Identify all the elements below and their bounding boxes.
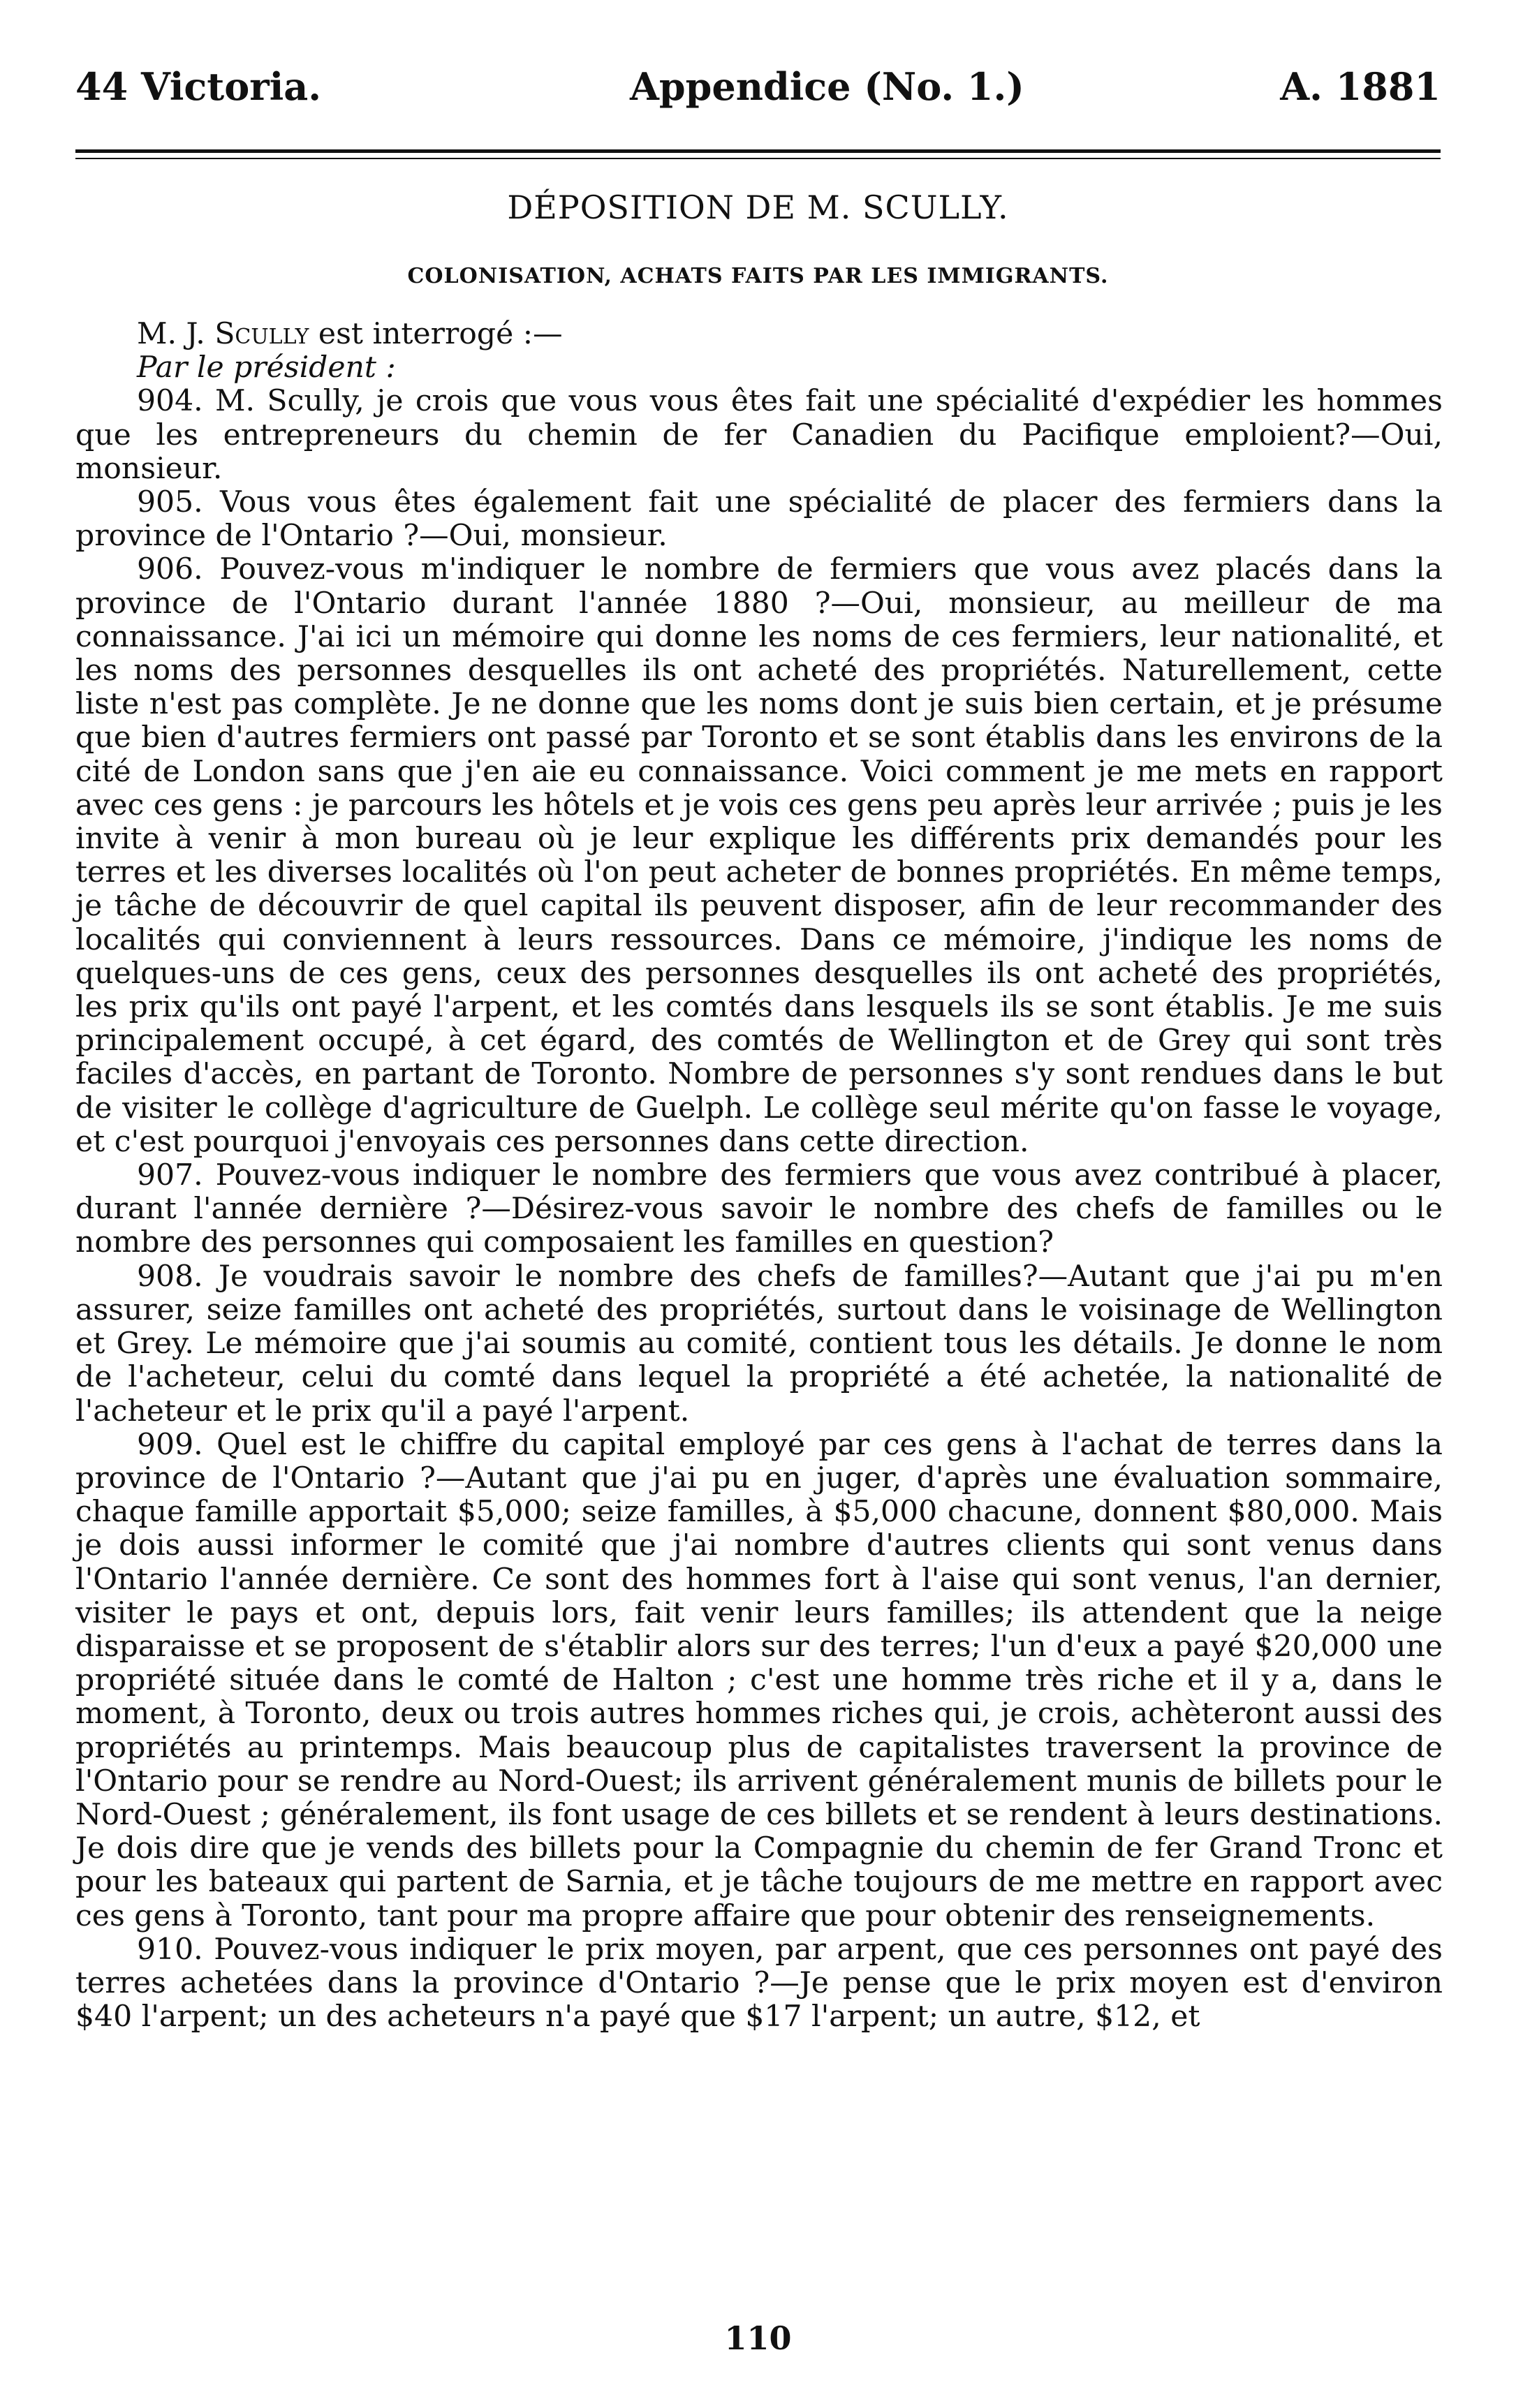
question-907: 907. Pouvez-vous indiquer le nombre des fermiers que vous avez contribué à placer, durant l'année dernière ?—Désirez-vous savoir le nombre des chefs de familles ou le nombre des personnes qui composaient les familles en question? — [75, 1158, 1443, 1260]
witness-prefix: M. J. — [137, 317, 205, 351]
body-text — [75, 318, 1443, 2034]
header-rule — [75, 149, 1441, 159]
question-910: 910. Pouvez-vous indiquer le prix moyen, par arpent, que ces personnes ont payé des terres achetées dans la province d'Ontario ?—Je pense que le prix moyen est d'environ $40 l'arpent; un des acheteurs n'a payé que $17 l'arpent; un autre, $12, et — [75, 1932, 1443, 2034]
page-title: DÉPOSITION DE M. SCULLY. — [507, 189, 1009, 226]
witness-name: Scully — [214, 317, 309, 351]
witness-suffix: est interrogé :— — [318, 317, 563, 351]
question-904: 904. M. Scully, je crois que vous vous êtes fait une spécialité d'expédier les hommes que les entrepreneurs du chemin de fer Canadien du Pacifique emploient?—Oui, monsieur. — [75, 384, 1443, 486]
question-909: 909. Quel est le chiffre du capital employé par ces gens à l'achat de terres dans la province de l'Ontario ?—Autant que j'ai pu en juger, d'après une évaluation sommaire, chaque famille apportait $5,000; seize familles, à $5,000 chacune, donnent $80,000. Mais je dois aussi informer le comité que j'ai nombre d'autres clients qui sont venus dans l'Ontario l'année dernière. Ce sont des hommes fort à l'aise qui sont venus, l'an dernier, visiter le pays et ont, depuis lors, fait venir leurs familles; ils attendent que la neige disparaisse et se proposent de s'établir alors sur des terres; l'un d'eux a payé $20,000 une propriété située dans le comté de Halton ; c'est une homme très riche et il y a, dans le moment, à Toronto, deux ou trois autres hommes riches qui, je crois, achèteront aussi des propriétés au printemps. Mais beaucoup plus de capitalistes traversent la province de l'Ontario pour se rendre au Nord-Ouest; ils arrivent généralement munis de billets pour le Nord-Ouest ; généralement, ils font usage de ces billets et se rendent à leurs destinations. Je dois dire que je vends des billets pour la Compagnie du chemin de fer Grand Tronc et pour les bateaux qui partent de Sarnia, et je tâche toujours de me mettre en rapport avec ces gens à Toronto, tant pour ma propre affaire que pour obtenir des renseignements. — [75, 1427, 1443, 1933]
page-subtitle: COLONISATION, ACHATS FAITS PAR LES IMMIGRANTS. — [407, 264, 1109, 288]
running-header — [75, 64, 1441, 127]
question-908: 908. Je voudrais savoir le nombre des chefs de familles?—Autant que j'ai pu m'en assurer, seize familles ont acheté des propriétés, surtout dans le voisinage de Wellington et Grey. Le mémoire que j'ai soumis au comité, contient tous les détails. Je donne le nom de l'acheteur, celui du comté dans lequel la propriété a été achetée, la nationalité de l'acheteur et le prix qu'il a payé l'arpent. — [75, 1259, 1443, 1428]
header-appendix: Appendice (No. 1.) — [630, 64, 1024, 109]
examiner-line: Par le président : — [137, 350, 396, 385]
witness-line — [75, 318, 1443, 351]
question-905: 905. Vous vous êtes également fait une spécialité de placer des fermiers dans la province de l'Ontario ?—Oui, monsieur. — [75, 485, 1443, 554]
header-session: 44 Victoria. — [75, 64, 322, 109]
header-year: A. 1881 — [1280, 64, 1441, 109]
question-906: 906. Pouvez-vous m'indiquer le nombre de fermiers que vous avez placés dans la province de l'Ontario durant l'année 1880 ?—Oui, monsieur, au meilleur de ma connaissance. J'ai ici un mémoire qui donne les noms de ces fermiers, leur nationalité, et les noms des personnes desquelles ils ont acheté des propriétés. Naturellement, cette liste n'est pas complète. Je ne donne que les noms dont je suis bien certain, et je présume que bien d'autres fermiers ont passé par Toronto et se sont établis dans les environs de la cité de London sans que j'en aie eu connaissance. Voici comment je me mets en rapport avec ces gens : je parcours les hôtels et je vois ces gens peu après leur arrivée ; puis je les invite à venir à mon bureau où je leur explique les différents prix demandés pour les terres et les diverses localités où l'on peut acheter de bonnes propriétés. En même temps, je tâche de découvrir de quel capital ils peuvent disposer, afin de leur recommander des localités qui conviennent à leurs ressources. Dans ce mémoire, j'indique les noms de quelques-uns de ces gens, ceux des personnes desquelles ils ont acheté des propriétés, les prix qu'ils ont payé l'arpent, et les comtés dans lesquels ils se sont établis. Je me suis principalement occupé, à cet égard, des comtés de Wellington et de Grey qui sont très faciles d'accès, en partant de Toronto. Nombre de personnes s'y sont rendues dans le but de visiter le collège d'agriculture de Guelph. Le collège seul mérite qu'on fasse le voyage, et c'est pourquoi j'envoyais ces personnes dans cette direction. — [75, 552, 1443, 1159]
page-number: 110 — [724, 2319, 792, 2357]
